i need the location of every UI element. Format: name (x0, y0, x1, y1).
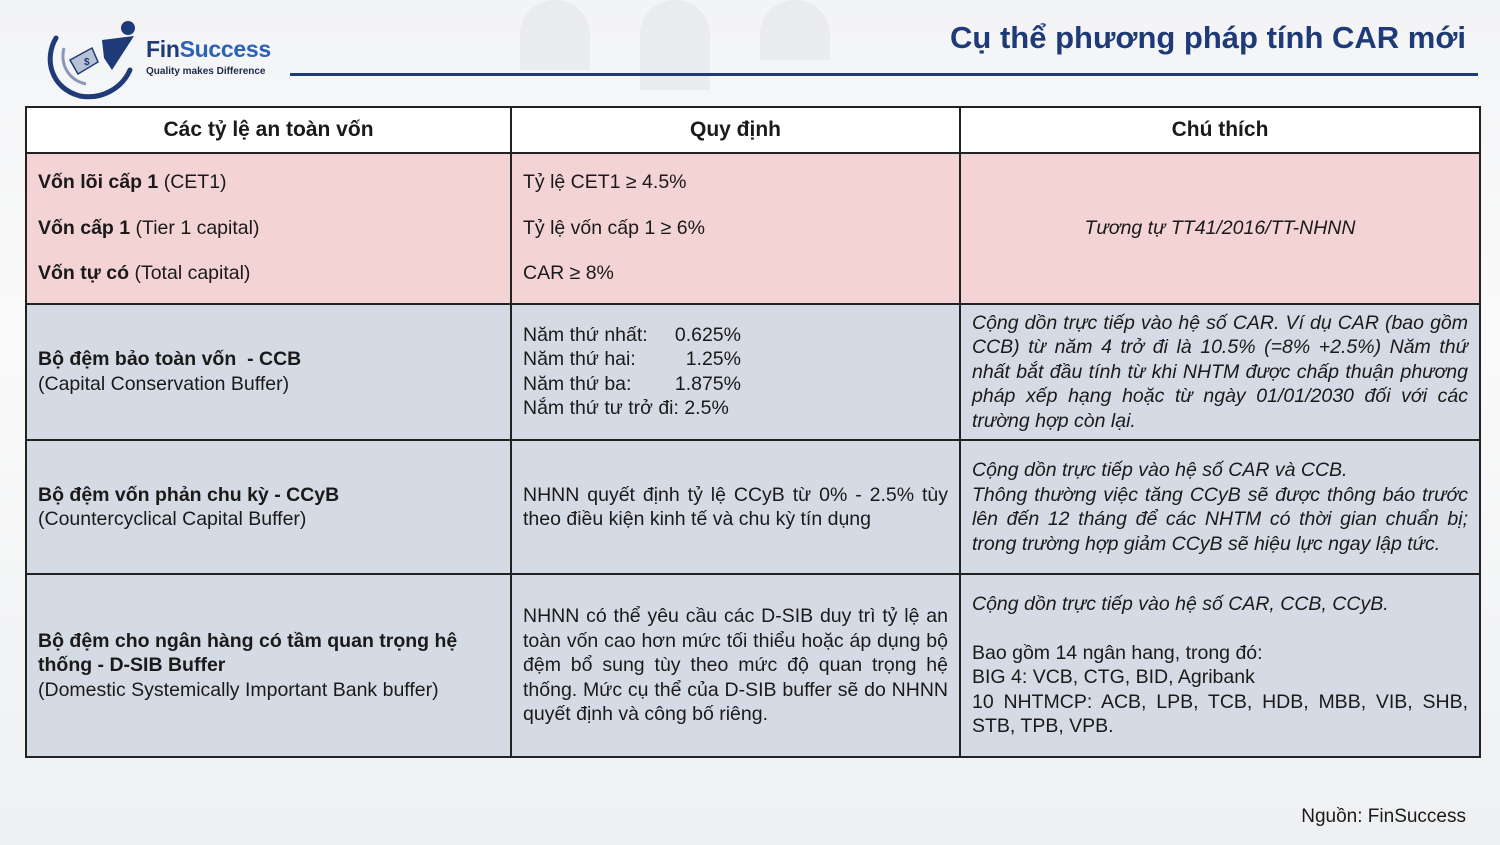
ratio-cell (26, 304, 511, 441)
rule-cell (511, 574, 960, 757)
note-spacer (972, 617, 1468, 641)
rule-text: NHNN có thể yêu cầu các D-SIB duy trì tỷ lệ an toàn vốn cao hơn mức tối thiểu hoặc áp dụng bộ đệm bổ sung tùy theo mức độ quan trọng hệ thống. Mức cụ thể của D-SIB buffer sẽ do NHNN quyết định và công bố riêng. (523, 605, 948, 726)
logo (42, 18, 292, 98)
column-header: Quy định (511, 107, 960, 153)
note-cell (960, 574, 1480, 757)
column-header: Các tỷ lệ an toàn vốn (26, 107, 511, 153)
ratio-desc: (Domestic Systemically Important Bank buffer) (38, 678, 439, 701)
ratio-name: Bộ đệm vốn phản chu kỳ - CCyB (38, 483, 340, 506)
schedule-label: Năm thứ hai: (523, 348, 636, 371)
page-title: Cụ thể phương pháp tính CAR mới (950, 20, 1466, 55)
note-cell (960, 304, 1480, 441)
note-text: Cộng dồn trực tiếp vào hệ số CAR và CCB. (972, 459, 1348, 481)
rule-cell (511, 153, 960, 304)
rule-cell (511, 304, 960, 441)
note-cell (960, 440, 1480, 574)
title-underline (290, 73, 1478, 76)
table-row (26, 153, 1480, 304)
finsuccess-logo-icon (42, 18, 142, 100)
schedule-value: 1.25% (685, 348, 741, 371)
ratio-desc: (Countercyclical Capital Buffer) (38, 508, 307, 530)
rule-text: CAR ≥ 8% (523, 262, 614, 284)
note-text: Thông thường việc tăng CCyB sẽ được thông báo trước lên đến 12 tháng để các NHTM có thời gian chuẩn bị; trong trường hợp giảm CCyB sẽ hiệu lực ngay lập tức. (972, 483, 1468, 555)
schedule-last: Nắm thứ tư trở đi: 2.5% (523, 397, 729, 420)
rule-cell (511, 440, 960, 574)
ratio-cell (26, 153, 511, 304)
note-text: Cộng dồn trực tiếp vào hệ số CAR, CCB, CCyB. (972, 593, 1389, 616)
note-text: BIG 4: VCB, CTG, BID, Agribank (972, 666, 1255, 689)
rule-text: Tỷ lệ vốn cấp 1 ≥ 6% (523, 216, 705, 239)
ratio-desc: (Capital Conservation Buffer) (38, 372, 290, 395)
logo-wordmark: FinSuccess (146, 36, 271, 62)
background-decoration (640, 0, 710, 90)
ratio-desc: (Total capital) (129, 262, 251, 284)
rule-text: NHNN quyết định tỷ lệ CCyB từ 0% - 2.5% tùy theo điều kiện kinh tế và chu kỳ tín dụng (523, 483, 948, 530)
schedule-value: 0.625% (674, 323, 741, 346)
background-decoration (520, 0, 590, 70)
capital-ratio-table (25, 106, 1479, 758)
ratio-desc: (CET1) (158, 171, 227, 193)
note-text: Tương tự TT41/2016/TT-NHNN (1084, 217, 1356, 239)
ratio-cell (26, 440, 511, 574)
ratio-cell (26, 574, 511, 757)
background-decoration (760, 0, 830, 60)
note-text: 10 NHTMCP: ACB, LPB, TCB, HDB, MBB, VIB, SHB, STB, TPB, VPB. (972, 690, 1468, 738)
source-caption: Nguồn: FinSuccess (1301, 806, 1466, 827)
note-cell (960, 153, 1480, 304)
note-text: Bao gồm 14 ngân hang, trong đó: (972, 641, 1263, 664)
ratio-desc: (Tier 1 capital) (130, 216, 260, 239)
ratio-name: Vốn tự có (38, 262, 130, 284)
schedule-value: 1.875% (674, 372, 741, 395)
table-row (26, 440, 1480, 574)
table-row (26, 304, 1480, 441)
schedule-label: Năm thứ ba: (523, 372, 632, 395)
ratio-name: Vốn lõi cấp 1 (38, 171, 159, 193)
column-header: Chú thích (960, 107, 1480, 153)
ratio-name: Vốn cấp 1 (38, 216, 131, 239)
ratio-name: Bộ đệm cho ngân hàng có tầm quan trọng hệ thống - D-SIB Buffer (38, 629, 458, 677)
table-header-row (26, 107, 1480, 153)
note-text: Cộng dồn trực tiếp vào hệ số CAR. Ví dụ CAR (bao gồm CCB) từ năm 4 trở đi là 10.5% (=8% +2.5%) Năm thứ nhất bắt đầu tính từ khi NHTM được chấp thuận phương pháp xếp hạng hoặc từ ngày 01/01/2030 đối với các trường hợp còn lại. (972, 311, 1468, 432)
table-row (26, 574, 1480, 757)
logo-tagline: Quality makes Difference (146, 66, 266, 77)
svg-text:$: $ (84, 57, 90, 68)
buffer-schedule (523, 323, 948, 397)
ratio-name: Bộ đệm bảo toàn vốn - CCB (38, 348, 302, 371)
schedule-label: Năm thứ nhất: (523, 323, 648, 346)
rule-text: Tỷ lệ CET1 ≥ 4.5% (523, 171, 687, 193)
